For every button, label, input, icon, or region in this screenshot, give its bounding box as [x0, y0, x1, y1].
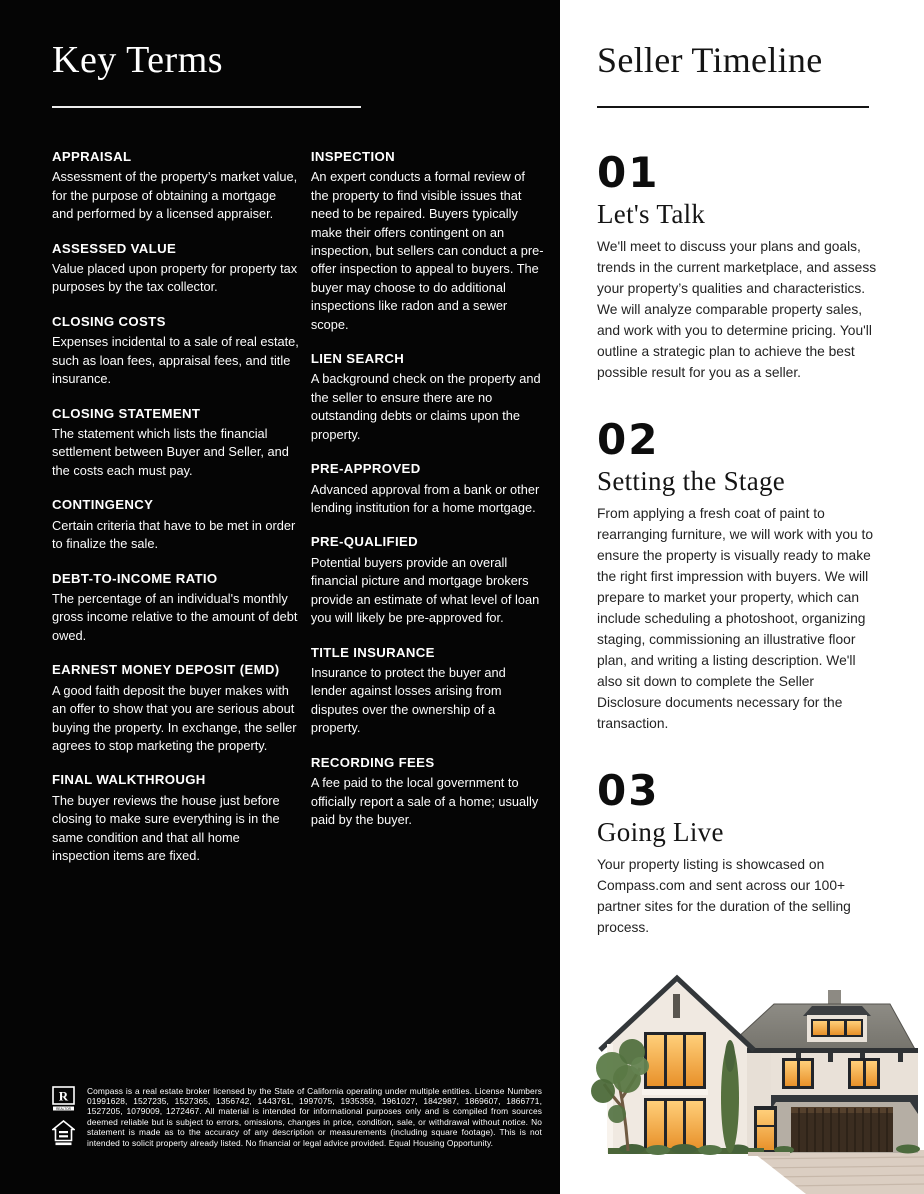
step-number: 03 [597, 766, 660, 816]
step-heading: Setting the Stage [597, 466, 786, 497]
terms-columns [52, 148, 544, 882]
term-title: LIEN SEARCH [310, 350, 405, 366]
step-heading: Let's Talk [597, 199, 706, 230]
term-entry [52, 148, 299, 224]
term-title: CLOSING STATEMENT [52, 405, 201, 421]
term-entry [52, 313, 299, 389]
term-entry [52, 570, 299, 646]
term-entry [311, 460, 544, 517]
term-title: EARNEST MONEY DEPOSIT (EMD) [52, 662, 280, 678]
term-definition: Potential buyers provide an overall financial picture and mortgage brokers provide an estimate of what level of loan you will likely be pre-approved for. [310, 554, 540, 626]
term-title: PRE-QUALIFIED [310, 534, 418, 550]
term-definition: An expert conducts a formal review of the property to find visible issues that need to be repaired. Buyers typically make their offers contingent on an inspection, but sellers can conduct a pre-offer inspection to appeal to buyers. The buyer may choose to do additional inspections like radon and a sewer scope. [310, 169, 544, 332]
step-body: We'll meet to discuss your plans and goals, trends in the current marketplace, and assess your property’s qualities and characteristics. We will analyze comparable property sales, and work with you to determine pricing. You'll outline a strategic plan to achieve the best possible result for you as a seller. [597, 239, 877, 381]
term-title: ASSESSED VALUE [52, 240, 177, 256]
svg-text:REALTOR: REALTOR [56, 1106, 71, 1111]
equal-housing-icon [52, 1120, 75, 1147]
term-title: PRE-APPROVED [310, 461, 421, 477]
realtor-icon [52, 1086, 75, 1113]
garage-door [791, 1107, 893, 1152]
seller-timeline-title: Seller Timeline [597, 40, 823, 80]
term-title: FINAL WALKTHROUGH [52, 772, 206, 788]
term-title: RECORDING FEES [310, 754, 435, 770]
term-definition: Assessment of the property’s market value, for the purpose of obtaining a mortgage and performed by a licensed appraiser. [52, 169, 298, 222]
term-title: CLOSING COSTS [52, 313, 166, 329]
step-number: 02 [597, 415, 660, 465]
svg-text:R: R [58, 1088, 69, 1104]
term-entry [311, 350, 544, 444]
terms-column-1 [52, 148, 299, 882]
term-definition: Insurance to protect the buyer and lender against losses arising from disputes over the ownership of a property. [310, 665, 506, 736]
term-definition: A background check on the property and the seller to ensure there are no outstanding debts or claims upon the property. [310, 371, 541, 442]
step-body: From applying a fresh coat of paint to rearranging furniture, we will work with you to ensure the property is visually ready to make the right first impression with buyers. We will prepare to market your property, which can include scheduling a photoshoot, organizing staging, commissioning an illustrative floor plan, and writing a listing description. We'll also sit down to complete the Seller Disclosure documents necessary for the transaction. [597, 506, 874, 732]
key-terms-divider [52, 106, 361, 108]
term-definition: Advanced approval from a bank or other lending institution for a home mortgage. [310, 481, 540, 515]
step-number: 01 [597, 148, 660, 198]
legal-disclaimer: Compass is a real estate broker licensed by the State of California operating under multiple entities. License Numbers 01991628, 1527235, 1527365, 1356742, 1443761, 1997075, 1935359, 1961027, 1842987, 1869607, 1866771, 1527205, 1079009, 1272467. All material is intended for informational purposes only and is compiled from sources deemed reliable but is subject to errors, omissions, changes in price, condition, sale, or withdrawal without notice. No statement is made as to the accuracy of any description or measurements (including square footage). This is not intended to solicit property already listed. No financial or legal advice provided. Equal Housing Opportunity. [87, 1085, 542, 1148]
term-entry [52, 240, 299, 297]
term-entry [311, 644, 544, 738]
term-title: DEBT-TO-INCOME RATIO [52, 570, 218, 586]
step-heading: Going Live [597, 817, 724, 848]
seller-timeline-divider [597, 106, 869, 108]
term-definition: The percentage of an individual's monthly gross income relative to the amount of debt owed. [52, 591, 298, 643]
key-terms-title: Key Terms [52, 39, 224, 81]
term-title: APPRAISAL [52, 148, 132, 164]
term-definition: Expenses incidental to a sale of real estate, such as loan fees, appraisal fees, and title insurance. [52, 334, 299, 387]
term-definition: The statement which lists the financial settlement between Buyer and Seller, and the costs each must pay. [52, 426, 289, 478]
term-definition: A good faith deposit the buyer makes with an offer to show that you are serious about buying the property. In exchange, the seller agrees to stop marketing the property. [52, 682, 297, 754]
term-definition: Value placed upon property for property tax purposes by the tax collector. [52, 261, 298, 295]
term-entry [52, 405, 299, 481]
driveway [750, 1150, 924, 1194]
term-entry [311, 148, 544, 334]
timeline-step-2 [597, 415, 880, 734]
term-entry [52, 661, 299, 755]
timeline-step-1 [597, 148, 880, 383]
term-entry [52, 771, 299, 865]
term-title: CONTINGENCY [52, 497, 154, 513]
step-body: Your property listing is showcased on Compass.com and sent across our 100+ partner sites for the duration of the selling process. [597, 857, 851, 936]
terms-column-2 [311, 148, 544, 882]
term-title: INSPECTION [310, 148, 395, 164]
house-photo [560, 948, 924, 1194]
term-definition: Certain criteria that have to be met in order to finalize the sale. [52, 517, 296, 552]
term-entry [311, 533, 544, 627]
term-definition: A fee paid to the local government to officially report a sale of a home; usually paid by the buyer. [310, 775, 539, 827]
term-entry [52, 496, 299, 553]
term-entry [311, 754, 544, 830]
legal-footer [52, 1086, 544, 1148]
term-title: TITLE INSURANCE [310, 644, 435, 660]
term-definition: The buyer reviews the house just before closing to make sure everything is in the same condition and that all home inspection items are fixed. [52, 792, 280, 864]
footer-icons [52, 1086, 76, 1147]
timeline-step-3 [597, 766, 880, 938]
